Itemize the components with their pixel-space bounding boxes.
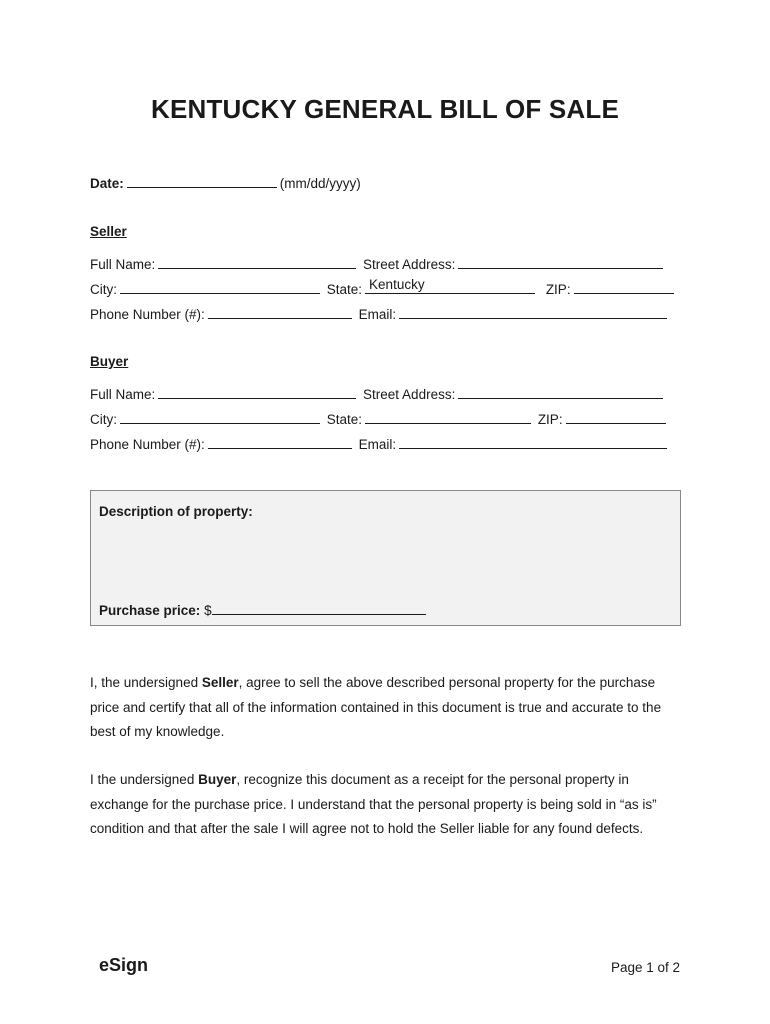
property-description-box[interactable] xyxy=(90,490,681,626)
buyer-row-contact xyxy=(90,436,670,452)
buyer-street-field[interactable] xyxy=(458,386,663,399)
buyer-statement xyxy=(90,768,690,842)
buyer-statement-line-3: condition and that after the sale I will agree not to hold the Seller liable for any found defects. xyxy=(90,821,644,836)
buyer-email-label: Email: xyxy=(358,437,397,452)
seller-street-field[interactable] xyxy=(458,256,663,269)
date-row xyxy=(90,175,361,191)
buyer-row-city xyxy=(90,411,669,427)
page-number: Page 1 of 2 xyxy=(610,960,680,975)
purchase-price-row xyxy=(99,602,429,618)
seller-row-contact xyxy=(90,306,670,322)
date-field[interactable] xyxy=(127,175,277,188)
seller-city-field[interactable] xyxy=(120,281,320,294)
seller-statement-line-3: best of my knowledge. xyxy=(90,724,225,739)
seller-statement-rest: , agree to sell the above described personal property for the purchase xyxy=(238,675,656,690)
buyer-state-field[interactable] xyxy=(365,411,531,424)
seller-statement-line-2: price and certify that all of the information contained in this document is true and accurate to the xyxy=(90,699,662,715)
buyer-statement-line-2: exchange for the purchase price. I understand that the personal property is being sold in “as is” xyxy=(90,796,657,812)
seller-state-label: State: xyxy=(326,282,363,297)
seller-statement xyxy=(90,671,690,745)
buyer-city-field[interactable] xyxy=(120,411,320,424)
seller-statement-prefix: I, the undersigned xyxy=(90,675,202,690)
seller-statement-line-1 xyxy=(90,671,690,696)
seller-phone-label: Phone Number (#): xyxy=(90,307,205,322)
esign-logo: eSign xyxy=(99,955,149,975)
buyer-street-label: Street Address: xyxy=(363,387,456,402)
seller-full-name-field[interactable] xyxy=(158,256,356,269)
seller-heading: Seller xyxy=(90,224,127,239)
seller-zip-label: ZIP: xyxy=(545,282,571,297)
buyer-full-name-label: Full Name: xyxy=(90,387,156,402)
seller-zip-field[interactable] xyxy=(574,281,674,294)
property-description-label: Description of property: xyxy=(99,504,253,519)
buyer-statement-role: Buyer xyxy=(198,772,237,787)
buyer-zip-label: ZIP: xyxy=(537,412,563,427)
date-format-hint: (mm/dd/yyyy) xyxy=(279,176,361,191)
buyer-phone-label: Phone Number (#): xyxy=(90,437,205,452)
seller-full-name-label: Full Name: xyxy=(90,257,156,272)
buyer-city-label: City: xyxy=(90,412,117,427)
seller-email-label: Email: xyxy=(358,307,397,322)
seller-state-field[interactable] xyxy=(365,277,535,294)
seller-email-field[interactable] xyxy=(399,306,667,319)
buyer-statement-prefix: I the undersigned xyxy=(90,772,199,787)
seller-street-label: Street Address: xyxy=(363,257,456,272)
seller-phone-field[interactable] xyxy=(208,306,352,319)
buyer-full-name-field[interactable] xyxy=(158,386,356,399)
buyer-row-name xyxy=(90,386,666,402)
seller-row-city xyxy=(90,277,677,297)
date-label: Date: xyxy=(90,176,124,191)
seller-city-label: City: xyxy=(90,282,117,297)
purchase-price-field[interactable] xyxy=(212,602,426,615)
buyer-phone-field[interactable] xyxy=(208,436,352,449)
buyer-heading: Buyer xyxy=(90,354,129,369)
document-title: KENTUCKY GENERAL BILL OF SALE xyxy=(150,94,620,124)
buyer-state-label: State: xyxy=(326,412,363,427)
seller-state-value: Kentucky xyxy=(369,277,425,292)
currency-symbol: $ xyxy=(204,603,212,618)
buyer-statement-rest: , recognize this document as a receipt for the personal property in xyxy=(236,772,629,787)
purchase-price-label: Purchase price: xyxy=(99,603,201,618)
buyer-statement-line-1 xyxy=(90,768,690,793)
seller-statement-role: Seller xyxy=(201,675,239,690)
buyer-email-field[interactable] xyxy=(399,436,667,449)
seller-row-name xyxy=(90,256,666,272)
buyer-zip-field[interactable] xyxy=(566,411,666,424)
